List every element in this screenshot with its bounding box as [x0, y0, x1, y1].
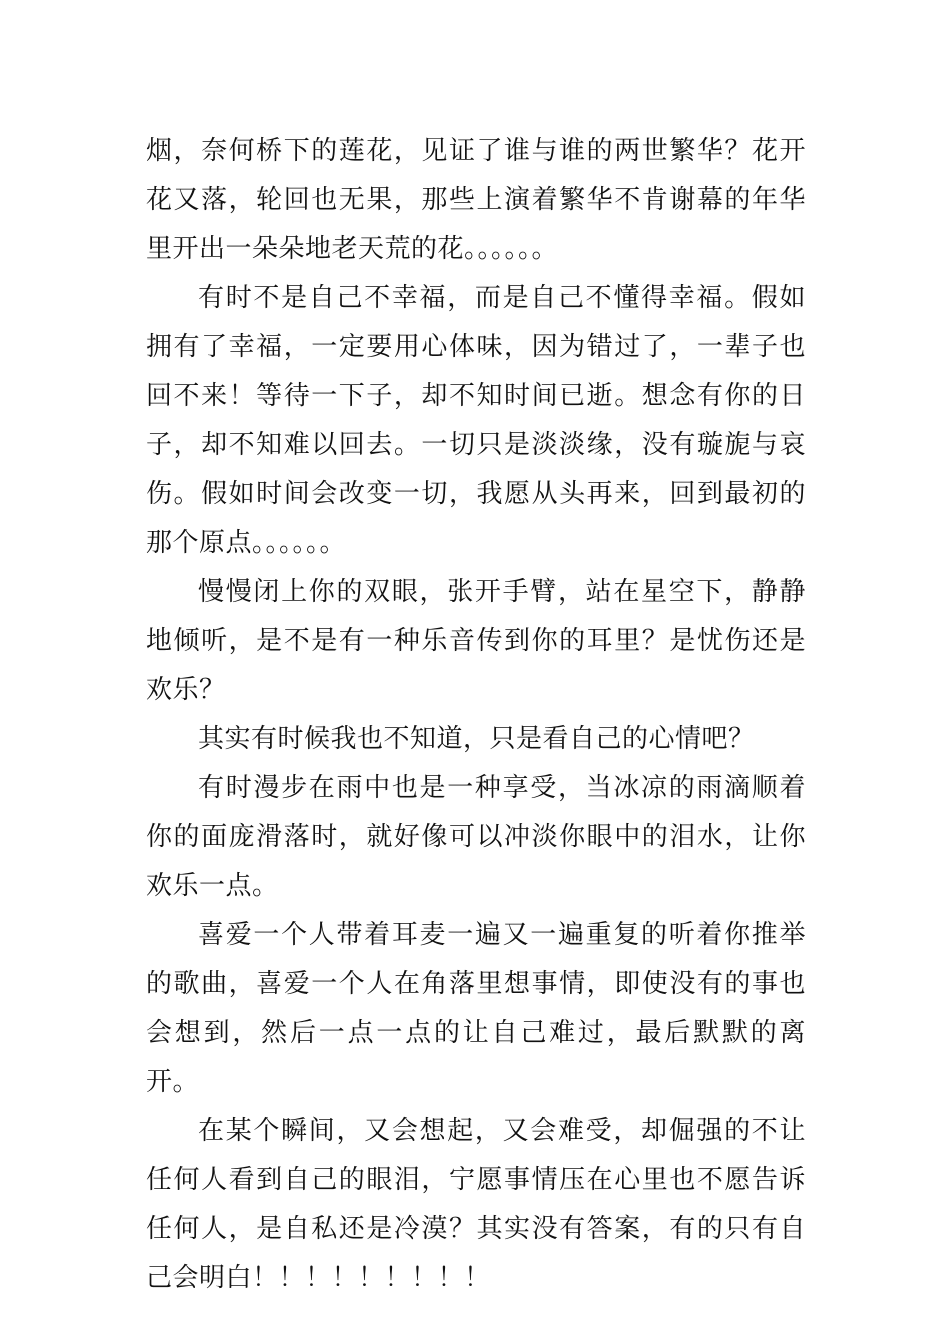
paragraph-2: 有时不是自己不幸福，而是自己不懂得幸福。假如拥有了幸福，一定要用心体味，因为错过了，一辈子也回不来！等待一下子，却不知时间已逝。想念有你的日子，却不知难以回去。一切只是淡淡缘，没有璇旎与哀伤。假如时间会改变一切，我愿从头再来，回到最初的那个原点。。。。。。: [146, 283, 806, 558]
paragraph-5: 有时漫步在雨中也是一种享受，当冰凉的雨滴顺着你的面庞滑落时，就好像可以冲淡你眼中的泪水，让你欢乐一点。: [146, 773, 806, 901]
document-body: [146, 127, 806, 1303]
paragraph-7: 在某个瞬间，又会想起，又会难受，却倔强的不让任何人看到自己的眼泪，宁愿事情压在心里也不愿告诉任何人，是自私还是冷漠？其实没有答案，有的只有自己会明白！！！！！！！！！: [146, 1116, 806, 1293]
paragraph-4: 其实有时候我也不知道，只是看自己的心情吧？: [198, 724, 755, 754]
paragraph-3: 慢慢闭上你的双眼，张开手臂，站在星空下，静静地倾听，是不是有一种乐音传到你的耳里？是忧伤还是欢乐？: [146, 577, 806, 705]
paragraph-1: 烟，奈何桥下的莲花，见证了谁与谁的两世繁华？花开花又落，轮回也无果，那些上演着繁华不肯谢幕的年华里开出一朵朵地老天荒的花。。。。。。: [146, 136, 806, 264]
paragraph-6: 喜爱一个人带着耳麦一遍又一遍重复的听着你推举的歌曲，喜爱一个人在角落里想事情，即使没有的事也会想到，然后一点一点的让自己难过，最后默默的离开。: [146, 920, 806, 1097]
